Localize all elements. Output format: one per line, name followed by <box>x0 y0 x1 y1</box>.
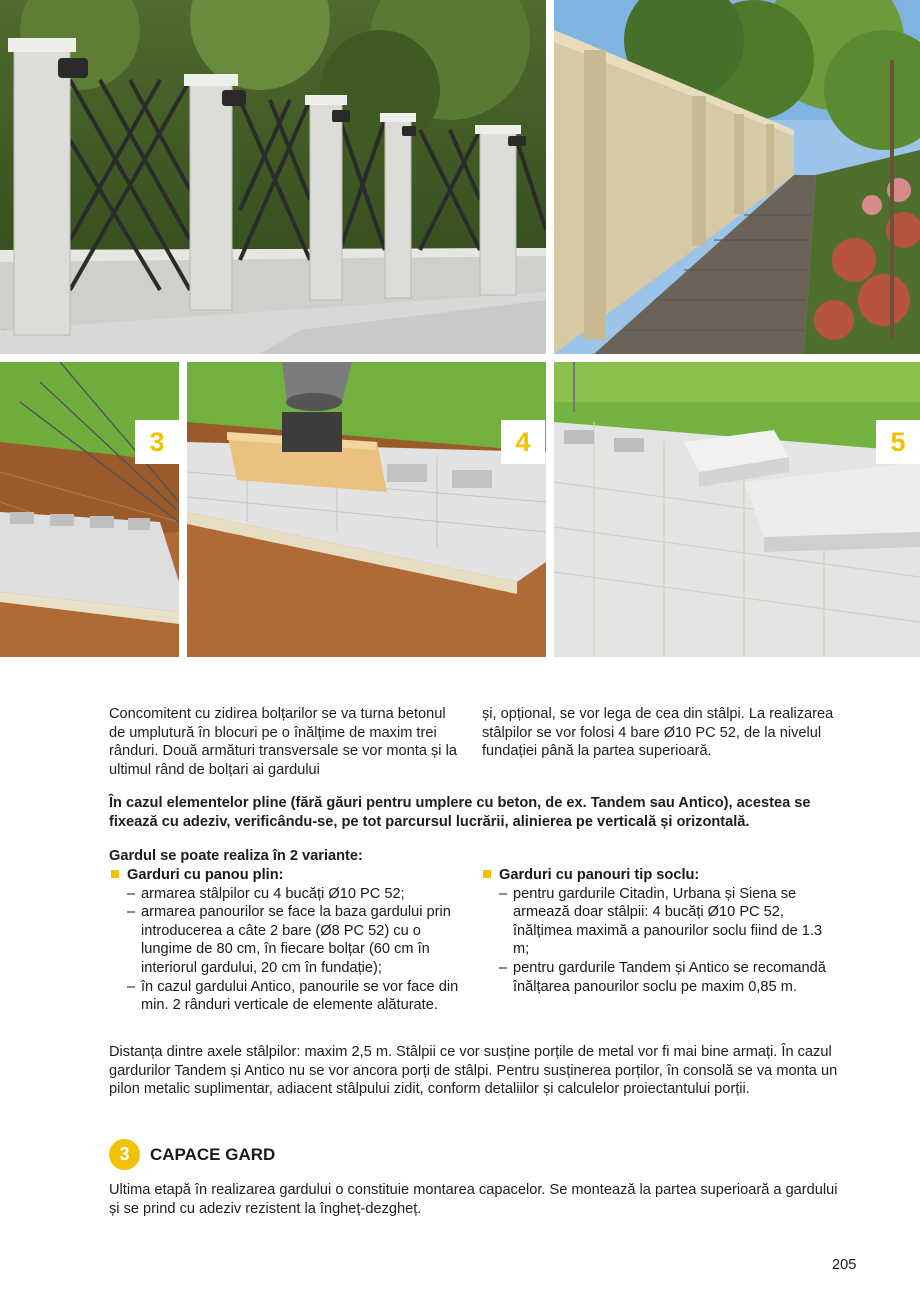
variant-socle-heading-text: Garduri cu panouri tip soclu: <box>499 867 700 883</box>
page-number: 205 <box>832 1257 857 1273</box>
intro-paragraph-left: Concomitent cu zidirea bolțarilor se va turna betonul de umplutură în blocuri pe o înălțime de maxim trei rânduri. Două armături transversale se vor monta și la ultimul rând de bolțari ai gardului <box>109 706 457 778</box>
fixing-note-bold: În cazul elementelor pline (fără găuri pentru umplere cu beton, de ex. Tandem sau Antico), acestea se fixează cu adeziv, verificându-se, pe tot parcursul lucrării, alinierea pe verticală și orizontală. <box>109 795 811 830</box>
variant-solid-heading-text: Garduri cu panou plin: <box>127 867 284 883</box>
pillar-distance-paragraph: Distanța dintre axele stâlpilor: maxim 2,5 m. Stâlpii ce vor susține porțile de metal vor fi mai bine armați. În cazul gardurilor Tandem și Antico nu se vor ancora porți de stâlpi. Pentru susținerea porților, în consolă se va monta un pilon metalic suplimentar, adiacent stâlpului zidit, conform detaliilor și calculelor proiectantului porții. <box>109 1044 838 1098</box>
yellow-square-bullet-icon <box>483 870 491 878</box>
list-item-text: armarea stâlpilor cu 4 bucăți Ø10 PC 52; <box>141 885 405 902</box>
list-item-text: pentru gardurile Citadin, Urbana și Siena se armează doar stâlpii: 4 bucăți Ø10 PC 52, înălțimea maximă a panourilor soclu fiind de 1.3 m; <box>513 885 823 958</box>
list-item <box>109 903 459 977</box>
list-item-text: în cazul gardului Antico, panourile se vor face din min. 2 rânduri verticale de elemente alăturate. <box>141 978 459 1014</box>
section-paragraph: Ultima etapă în realizarea gardului o constituie montarea capacelor. Se montează la partea superioară a gardului și se prind cu adeziv rezistent la îngheț-dezgheț. <box>109 1182 838 1217</box>
dash-bullet: – <box>127 904 136 921</box>
list-item-text: armarea panourilor se face la baza gardului prin introducerea a câte 2 bare (Ø8 PC 52) cu o lungime de 80 cm, în fiecare bolțar (60 cm în interiorul gardului, 20 cm în fundație); <box>141 904 451 976</box>
list-item <box>109 885 459 904</box>
variants-title: Gardul se poate realiza în 2 variante: <box>109 848 363 864</box>
photo-fence-metal-panels <box>0 0 546 354</box>
section-number-badge: 3 <box>109 1139 140 1170</box>
variant-solid-panel <box>109 866 459 1015</box>
list-item <box>481 959 831 996</box>
step-number-3: 3 <box>135 420 179 464</box>
variant-socle-list <box>481 885 831 997</box>
list-item <box>481 885 831 959</box>
variant-solid-list <box>109 885 459 1015</box>
intro-paragraph-right: și, opțional, se vor lega de cea din stâlpi. La realizarea stâlpilor se vor folosi 4 bare Ø10 PC 52, de la nivelul fundației până la partea superioară. <box>482 706 834 760</box>
variant-socle-panel <box>481 866 831 996</box>
dash-bullet: – <box>499 959 508 976</box>
list-item <box>109 978 459 1015</box>
dash-bullet: – <box>499 885 508 902</box>
step-number-5: 5 <box>876 420 920 464</box>
yellow-square-bullet-icon <box>111 870 119 878</box>
step-number-4: 4 <box>501 420 545 464</box>
illustration-step-4 <box>187 362 546 657</box>
illustration-step-5 <box>554 362 920 657</box>
dash-bullet: – <box>127 978 136 995</box>
dash-bullet: – <box>127 885 136 902</box>
photo-wall-garden-path <box>554 0 920 354</box>
section-title: CAPACE GARD <box>150 1145 276 1164</box>
variant-socle-heading <box>481 866 831 885</box>
illustration-step-3 <box>0 362 179 657</box>
variant-solid-heading <box>109 866 459 885</box>
list-item-text: pentru gardurile Tandem și Antico se recomandă înălțarea panourilor soclu pe maxim 0,85 m. <box>513 959 826 995</box>
